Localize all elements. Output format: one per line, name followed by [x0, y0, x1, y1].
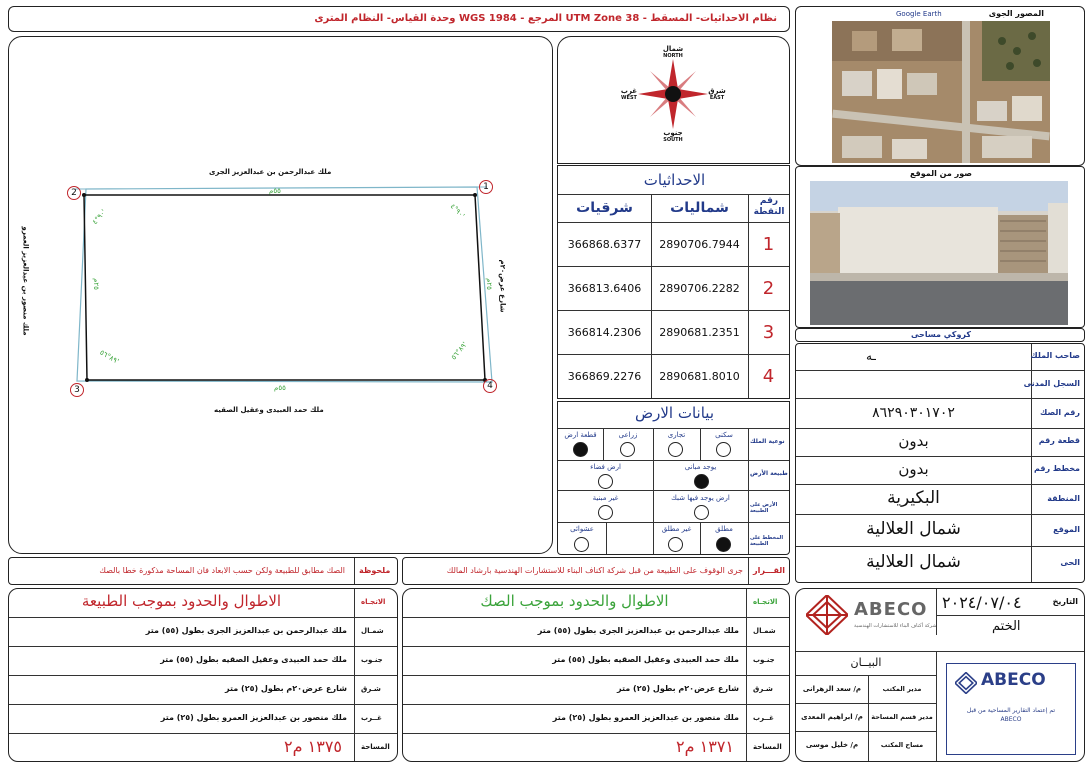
plot-drawing — [9, 37, 554, 555]
aerial-source: Google Earth — [896, 10, 942, 18]
compass-south — [650, 129, 696, 143]
point-label-1: 1 — [483, 182, 489, 192]
compass-north — [650, 45, 696, 59]
site-photo-image — [810, 181, 1068, 325]
abeco-cert-name: ABECO — [981, 670, 1046, 690]
photo-title: صور من الموقع — [910, 169, 972, 178]
top-owner-label: ملك عبدالرحمن بن عبدالعزيز الجرى — [209, 168, 332, 176]
col-east-header: شرقيات — [576, 200, 633, 216]
boundary-direction: جنـوب — [753, 656, 775, 664]
compass-south-ar: جنوب — [663, 129, 683, 137]
signatory-role: مدير قسم المساحة — [871, 713, 933, 721]
boundary-text: ملك منصور بن عبدالعزيز العمرو بطول (٢٥) متر — [160, 713, 347, 722]
seal-label: الختم — [992, 619, 1021, 634]
compass-east — [702, 87, 732, 101]
abeco-cert-icon — [955, 672, 977, 694]
statement-label: البيــان — [850, 656, 882, 669]
abeco-name: ABECO — [854, 599, 928, 620]
usage-opt-residential: سكنى — [715, 431, 733, 439]
build-opt-fenced: ارض يوجد فيها شبك — [671, 494, 730, 502]
plan-value: بدون — [898, 460, 929, 478]
boundary-direction: شمـال — [361, 627, 384, 635]
boundary-text: شارع عرض٢٠م بطول (٢٥) متر — [617, 684, 739, 693]
plan-opt-not-absolute: غير مطلق — [661, 525, 692, 533]
coord-east-value: 366814.2306 — [567, 326, 642, 339]
cert-box — [946, 663, 1076, 755]
boundary-text: ملك حمد العبيدى وعقيل الصقيه بطول (٥٥) متر — [552, 655, 739, 664]
point-marker-3 — [70, 383, 84, 397]
point-marker-1 — [479, 180, 493, 194]
compass-east-ar: شرق — [708, 87, 726, 95]
usage-radio-agricultural[interactable] — [620, 442, 635, 457]
abeco-subtitle: شركة أكناف البناء للاستشارات الهندسية — [854, 623, 937, 629]
land-panel — [557, 401, 790, 555]
nature-opt-vacant: ارض فضاء — [590, 463, 621, 471]
compass-north-en: NORTH — [663, 53, 683, 59]
region-label: المنطقة — [1047, 494, 1080, 503]
build-label: الأرض على الطبيعة — [750, 502, 778, 514]
coord-east-value: 366813.6406 — [567, 282, 642, 295]
district-value: شمال العلالية — [866, 552, 961, 572]
coord-north-value: 2890681.2351 — [659, 326, 740, 339]
usage-radio-land[interactable] — [573, 442, 588, 457]
usage-label: نوعية الملك — [750, 438, 785, 445]
usage-radio-residential[interactable] — [716, 442, 731, 457]
plan-radio-absolute[interactable] — [716, 537, 731, 552]
usage-opt-agricultural: زراعى — [618, 431, 638, 439]
signatory-name: م/ ابراهيم المعدى — [801, 713, 863, 721]
header-text: نظام الاحداثيات- المسقط - UTM Zone 38 المرجع - WGS 1984 وحدة القياس- النظام المترى — [314, 13, 777, 24]
coord-north-value: 2890681.8010 — [659, 370, 740, 383]
signatory-role: مدير المكتب — [882, 685, 922, 693]
piece-value: بدون — [898, 432, 929, 450]
abeco-logo — [802, 593, 937, 637]
owner-value: ـه — [866, 349, 876, 363]
nature-opt-buildings: يوجد مبانى — [684, 463, 717, 471]
kroki-title-bar — [795, 328, 1085, 342]
left-owner-label: ملك منصور بن عبدالعزيز العمرو — [21, 226, 30, 336]
region-value: البكيرية — [887, 488, 940, 508]
date-label: التاريخ — [1052, 597, 1078, 606]
coord-point-number: 1 — [762, 234, 775, 255]
decision-bar — [402, 557, 790, 585]
coords-panel — [557, 165, 790, 399]
coord-point-number: 2 — [762, 278, 775, 299]
deed-area-value: ١٣٧١ م٢ — [676, 737, 734, 756]
boundary-direction: غــرب — [753, 714, 774, 722]
left-dim: ٢٥م — [91, 278, 100, 290]
compass-west — [614, 87, 644, 101]
compass-west-ar: غرب — [620, 87, 638, 95]
right-street-label: شارع عرض٢٠م — [498, 259, 507, 313]
point-label-4: 4 — [487, 381, 493, 391]
deed-value: ٨٦٢٩٠٣٠١٧٠٢ — [872, 405, 955, 421]
deed-table — [402, 588, 790, 762]
aerial-title: المصور الجوى — [988, 9, 1044, 18]
boundary-direction: جنـوب — [361, 656, 383, 664]
top-dim: ٥٥م — [269, 187, 281, 195]
angle-1: ٩٠°٤' — [448, 202, 467, 220]
signatory-name: م/ خليل موسى — [805, 741, 859, 749]
decision-text: جرى الوقوف على الطبيعة من قبل شركة اكناف البناء للاستشارات الهندسية بارشاد المالك — [446, 566, 743, 575]
plan-radio-not-absolute[interactable] — [668, 537, 683, 552]
point-label-3: 3 — [74, 385, 80, 395]
point-marker-2 — [67, 186, 81, 200]
date-value: ٢٠٢٤/٠٧/٠٤ — [942, 593, 1022, 612]
stamp-panel — [795, 588, 1085, 762]
district-label: الحى — [1060, 558, 1080, 567]
plan-opt-random: عشوائى — [570, 525, 594, 533]
land-title: بيانات الارض — [634, 404, 714, 422]
boundary-text: شارع عرض٢٠م بطول (٢٥) متر — [225, 684, 347, 693]
nature-radio-buildings[interactable] — [694, 474, 709, 489]
usage-opt-commercial: تجارى — [667, 431, 686, 439]
right-dim: ٢٥م — [484, 278, 493, 290]
usage-radio-commercial[interactable] — [668, 442, 683, 457]
boundary-text: ملك عبدالرحمن بن عبدالعزيز الجرى بطول (٥٥) متر — [537, 626, 739, 635]
bottom-owner-label: ملك حمد العبيدى وعقيل الصقيه — [214, 406, 324, 414]
build-radio-unbuilt[interactable] — [598, 505, 613, 520]
boundary-direction: شـرق — [753, 685, 773, 693]
compass-north-ar: شمال — [662, 45, 684, 53]
signatory-role: مساح المكتب — [880, 741, 924, 749]
compass-rose-icon — [638, 59, 708, 129]
nature-table-title: الاطوال والحدود بموجب الطبيعة — [81, 592, 282, 610]
angle-2: ٩٠°٤' — [90, 208, 108, 226]
plan-nature-label: المخطط على الطبيعة — [750, 535, 784, 547]
boundary-text: ملك منصور بن عبدالعزيز العمرو بطول (٢٥) متر — [552, 713, 739, 722]
abeco-cert-text: تم إعتماد التقارير المساحية من قبل ABECO — [966, 707, 1056, 723]
coord-north-value: 2890706.2282 — [659, 282, 740, 295]
nature-area-value: ١٣٧٥ م٢ — [284, 737, 342, 756]
deed-area-label: المساحة — [753, 743, 782, 751]
plan-label: مخطط رقم — [1034, 464, 1080, 473]
usage-opt-land: قطعة ارض — [564, 431, 597, 439]
boundary-direction: شمـال — [753, 627, 776, 635]
angle-3: ٨٩°٥٦' — [98, 348, 121, 366]
coord-east-value: 366868.6377 — [567, 238, 642, 251]
signatory-name: م/ سعد الزهرانى — [802, 685, 862, 693]
owner-label: صاحب الملك — [1030, 351, 1080, 360]
aerial-image — [832, 21, 1050, 163]
deed-dir-label: الاتجـاه — [753, 598, 778, 606]
nature-table — [8, 588, 398, 762]
plot-panel — [8, 36, 553, 554]
build-opt-unbuilt: غير مبنية — [592, 494, 619, 502]
owner-info-panel — [795, 343, 1085, 583]
compass-panel — [557, 36, 790, 164]
location-value: شمال العلالية — [866, 519, 961, 539]
compass-south-en: SOUTH — [663, 137, 683, 143]
nature-label: طبيعة الأرض — [750, 470, 788, 477]
plan-radio-random[interactable] — [574, 537, 589, 552]
coord-point-number: 4 — [762, 366, 775, 387]
deed-label: رقم الصك — [1040, 408, 1080, 417]
photo-panel — [795, 166, 1085, 328]
header-bar — [8, 6, 790, 32]
boundary-text: ملك حمد العبيدى وعقيل الصقيه بطول (٥٥) متر — [160, 655, 347, 664]
nature-area-label: المساحة — [361, 743, 390, 751]
coord-east-value: 366869.2276 — [567, 370, 642, 383]
piece-label: قطعة رقم — [1038, 436, 1080, 445]
decision-label: القـــرار — [753, 566, 786, 575]
nature-dir-label: الاتجـاه — [361, 598, 386, 606]
note-label: ملحوظة — [359, 566, 391, 575]
compass-east-en: EAST — [709, 95, 725, 101]
boundary-text: ملك عبدالرحمن بن عبدالعزيز الجرى بطول (٥٥) متر — [145, 626, 347, 635]
build-radio-fenced[interactable] — [694, 505, 709, 520]
coord-point-number: 3 — [762, 322, 775, 343]
coord-north-value: 2890706.7944 — [659, 238, 740, 251]
nature-radio-vacant[interactable] — [598, 474, 613, 489]
location-label: الموقع — [1053, 525, 1080, 534]
compass-west-en: WEST — [621, 95, 637, 101]
aerial-panel — [795, 6, 1085, 166]
col-north-header: شماليات — [670, 200, 729, 216]
point-label-2: 2 — [71, 188, 77, 198]
note-bar — [8, 557, 398, 585]
bottom-dim: ٥٥م — [274, 384, 286, 392]
col-point-header: رقم النقطة — [753, 196, 785, 217]
angle-4: ٨٩°٥٦' — [449, 340, 469, 362]
plan-opt-absolute: مطلق — [715, 525, 733, 533]
note-text: الصك مطابق للطبيعة ولكن حسب الابعاد فان المساحة مذكورة خطا بالصك — [99, 566, 345, 575]
boundary-direction: غــرب — [361, 714, 382, 722]
deed-table-title: الاطوال والحدود بموجب الصك — [480, 592, 669, 610]
coords-title: الاحداثيات — [643, 171, 706, 189]
civil-label: السجل المدنى — [1023, 379, 1080, 388]
abeco-logo-icon — [806, 595, 848, 635]
boundary-direction: شـرق — [361, 685, 381, 693]
point-marker-4 — [483, 379, 497, 393]
kroki-title: كروكي مساحى — [910, 330, 972, 339]
